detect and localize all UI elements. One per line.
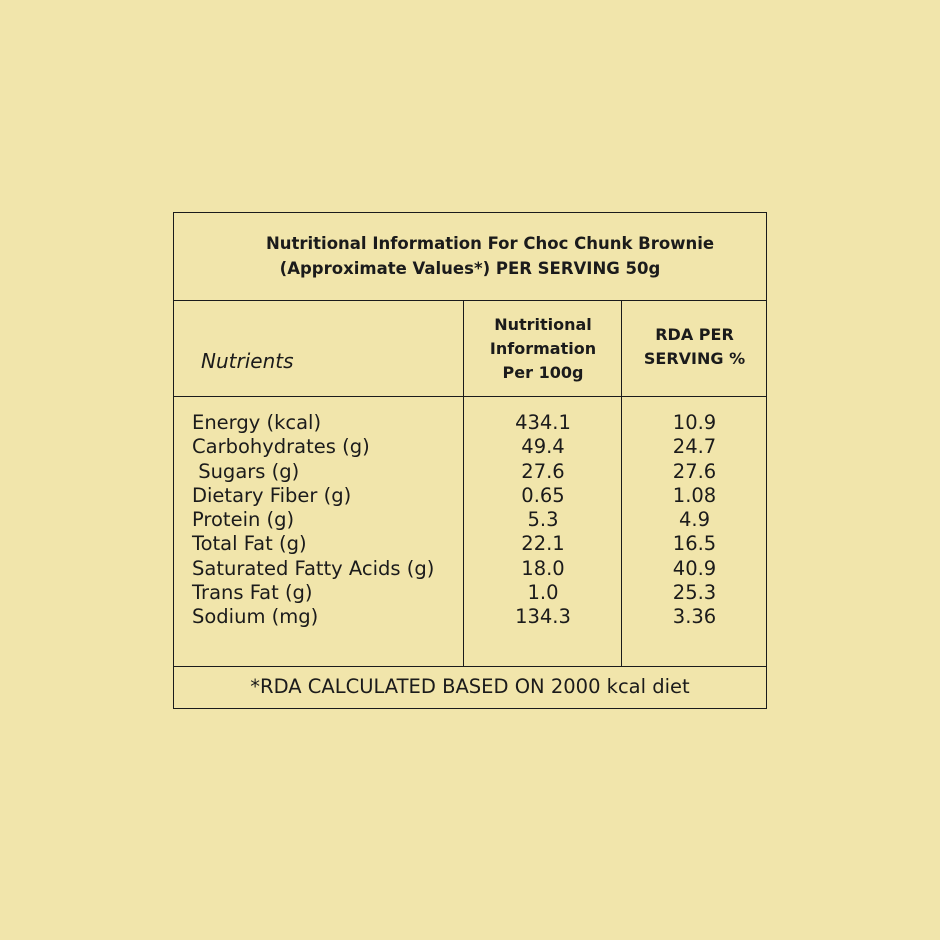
header-divider <box>174 396 766 397</box>
rda-value: 3.36 <box>672 605 717 629</box>
rda-value: 4.9 <box>678 508 710 532</box>
table-row <box>174 484 766 508</box>
per-100g-value: 1.0 <box>527 581 559 605</box>
rda-value: 1.08 <box>672 483 717 507</box>
per-100g-header-line: Per 100g <box>502 363 584 382</box>
title-line-1: Nutritional Information For Choc Chunk Brownie <box>265 234 715 253</box>
nutrients-header: Nutrients <box>201 349 294 373</box>
per-100g-value: 49.4 <box>521 435 565 459</box>
rda-header-line: SERVING % <box>643 349 746 368</box>
nutrient-name: Protein (g) <box>192 508 295 532</box>
rda-header <box>623 323 766 371</box>
per-100g-header-line: Information <box>489 339 597 358</box>
rda-value: 27.6 <box>672 459 717 483</box>
table-row <box>174 435 766 459</box>
per-100g-value: 134.3 <box>515 605 571 629</box>
per-100g-value: 5.3 <box>527 508 559 532</box>
rda-footnote: *RDA CALCULATED BASED ON 2000 kcal diet <box>250 675 690 698</box>
per-100g-value: 0.65 <box>521 483 565 507</box>
rda-value: 25.3 <box>672 581 717 605</box>
per-100g-value: 434.1 <box>515 411 571 434</box>
nutrient-name: Energy (kcal) <box>192 411 322 434</box>
table-row <box>174 460 766 484</box>
table-row <box>174 411 766 435</box>
nutrient-name: Carbohydrates (g) <box>192 435 370 459</box>
footer-divider <box>174 666 766 667</box>
table-row <box>174 581 766 605</box>
table-row <box>174 605 766 629</box>
rda-value: 24.7 <box>672 435 717 459</box>
nutrient-name: Total Fat (g) <box>192 532 307 556</box>
nutrient-name: Saturated Fatty Acids (g) <box>192 556 435 580</box>
rda-value: 16.5 <box>672 532 717 556</box>
nutrition-table <box>173 212 767 709</box>
table-row <box>174 508 766 532</box>
nutrient-name: Dietary Fiber (g) <box>192 483 352 507</box>
per-100g-header-line: Nutritional <box>494 315 592 334</box>
per-100g-header <box>464 313 622 385</box>
rda-header-line: RDA PER <box>655 325 734 344</box>
nutrient-rows <box>174 411 766 630</box>
table-row <box>174 532 766 556</box>
nutrient-name: Trans Fat (g) <box>192 581 313 605</box>
rda-value: 10.9 <box>672 411 717 434</box>
table-title <box>174 231 766 281</box>
table-row <box>174 557 766 581</box>
nutrient-name: Sodium (mg) <box>192 605 319 629</box>
per-100g-value: 22.1 <box>521 532 565 556</box>
per-100g-value: 18.0 <box>521 556 565 580</box>
title-line-2: (Approximate Values*) PER SERVING 50g <box>279 259 661 278</box>
rda-value: 40.9 <box>672 556 717 580</box>
per-100g-value: 27.6 <box>521 459 565 483</box>
title-divider <box>174 300 766 301</box>
nutrient-name: Sugars (g) <box>192 459 300 483</box>
